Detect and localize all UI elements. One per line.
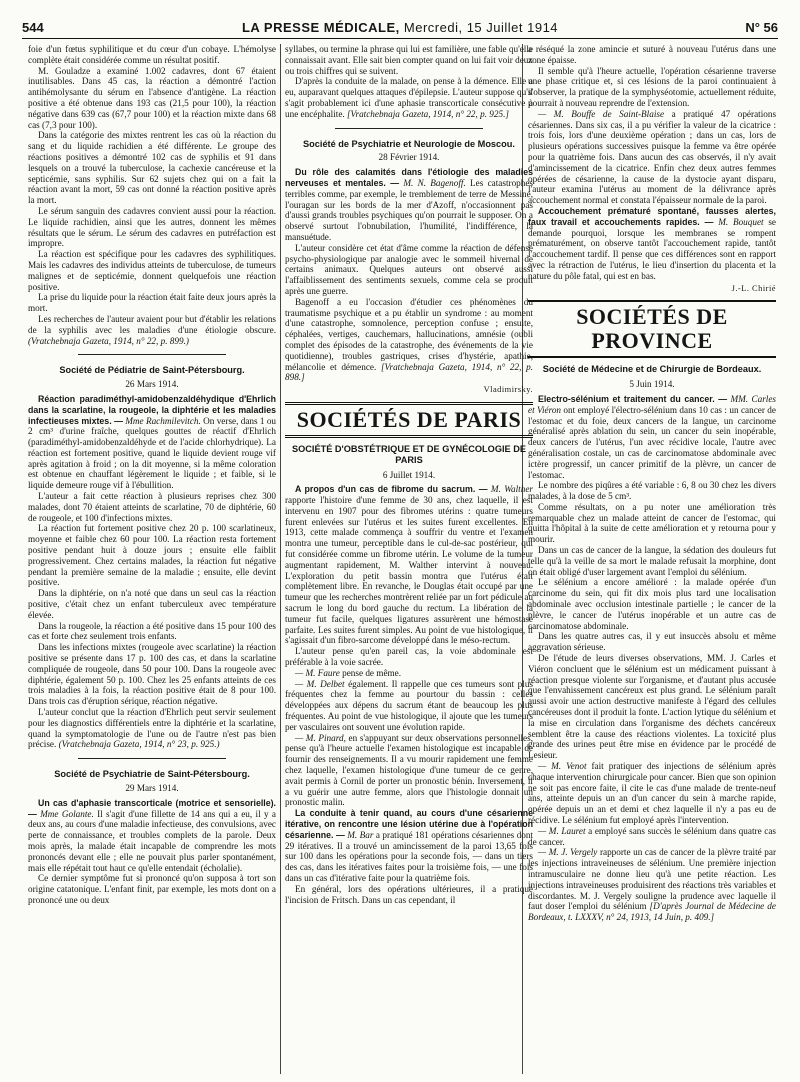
paragraph: foie d'un fœtus syphilitique et du cœur d'un cobaye. L'hémolyse complète était considérée comme un résultat positif. (28, 44, 276, 65)
author-name: MM. Carles et Viéron (528, 393, 776, 415)
paragraph: syllabes, ou termine la phrase qui lui est familière, une fable qu'elle connaissait avant. Elle sait bien compter quand on lui fait voir deux ou trois chiffres qui se suivent. (285, 44, 533, 76)
paragraph-text: a pratiqué 181 opérations césariennes dont 29 itératives. Il a trouvé un amincissement de la paroi 13,65 fois sur 100 dans les opérations pour la seconde fois, — dans un tiers des cas, dans les itératives faites pour la troisième fois, — une fois dans un cas d'itérative faite pour la quatrième fois. (285, 829, 533, 883)
paragraph-text: Les recherches de l'auteur avaient pour but d'établir les relations de la syphilis avec les maladies d'une étiologie obscure. (28, 313, 276, 335)
section-separator (78, 354, 227, 355)
journal-title (22, 20, 778, 35)
paragraph: Le sérum sanguin des cadavres convient aussi pour la réaction. Le liquide rachidien, ainsi que les autres, donnent les mêmes résultats que le sérum. Le sérum des cadavres en putréfaction est impropre. (28, 205, 276, 249)
paragraph (285, 808, 533, 884)
paragraph (285, 76, 533, 119)
column-left (28, 44, 276, 1074)
paragraph-text: également. Il rappelle que ces tumeurs sont plus fréquentes chez la femme au pourtour du bassin : celles développées aux dépens du sacrum étant de beaucoup les plus fréquentes. Au point de vue histologique, il ajoute que les tumeurs per vasculaires ont souvent une évolution rapide. (285, 678, 533, 732)
section-date: 29 Mars 1914. (125, 783, 179, 793)
paragraph: Dans la diphtérie, on n'a noté que dans un seul cas la réaction positive, c'était chez un enfant tuberculeux avec température élevée. (28, 588, 276, 620)
author-name: — M. Venot (538, 761, 587, 772)
issue-date: Mercredi, 15 Juillet 1914 (403, 20, 559, 35)
paragraph (285, 484, 533, 646)
paragraph: a réséqué la zone amincie et suturé à nouveau l'utérus dans une zone épaisse. (528, 44, 776, 65)
paragraph (528, 109, 776, 206)
section-title: Société de Psychiatrie de Saint-Pétersbourg. (54, 769, 250, 780)
paragraph (28, 394, 276, 491)
citation: [Vratchebnaja Gazeta, 1914, n° 22, p. 898.] (285, 361, 533, 383)
paragraph: Dans la rougeole, la réaction a été positive dans 15 pour 100 des cas et forte chez seulement trois enfants. (28, 620, 276, 642)
citation: [Vratchebnaja Gazeta, 1914, n° 22, p. 925.] (346, 108, 509, 119)
author-name: — M. Delbet (295, 678, 345, 689)
paragraph: La réaction fut fortement positive chez 20 p. 100 scarlatineux, moyenne et faible chez 60 pour 100. La réaction resta fortement positive pendant huit à douze jours ; ensuite elle faiblit progressivement. Chez certains malades, la réaction fut négative pendant la première semaine de la maladie ; ensuite, elle devint positive. (28, 523, 276, 588)
section-title: Société de Psychiatrie et Neurologie de Moscou. (303, 138, 515, 149)
paragraph (285, 167, 533, 243)
citation: [D'après Journal de Médecine de Bordeaux, t. LXXXV, n° 24, 1913, 14 Juin, p. 409.] (528, 901, 776, 923)
paragraph-text: pense de même. (342, 667, 402, 678)
paragraph: Il semble qu'à l'heure actuelle, l'opération césarienne traverse une phase critique et, si ces lésions de la paroi continuaient à s'observer, la pratique de la symphyséotomie, actuellement réduite, pourrait à nouveau reprendre de l'extension. (528, 65, 776, 108)
paragraph-text: ont employé l'électro-sélénium dans 10 cas : un cancer de l'estomac et du foie, deux cancers de la langue, un carcinome généralisé après ablation du sein, un cancer du sein inopérable, deux cancers de l'utérus, l'un avec récidive locale, l'autre avec généralisation costale, un cas de carcinomatose abdominale avec ictère progressif, un cancer primitif de la plèvre, un cancer de l'estomac. (528, 404, 776, 480)
page-number: 544 (22, 20, 44, 35)
paragraph: Dans un cas de cancer de la langue, la sédation des douleurs fut telle qu'à la veille de sa mort le malade refusait la morphine, dont on était obligé d'user largement avant l'emploi du sélénium. (528, 545, 776, 577)
paragraph: L'auteur considère cet état d'âme comme la réaction de défense psycho-physiologique par analogie avec le sommeil hivernal de certains animaux. Quelques auteurs ont observé aussi l'affaiblissement des sentiments sexuels, comme cela se produit après une guerre. (285, 242, 533, 296)
paragraph (285, 668, 533, 679)
paragraph: M. Gouladze a examiné 1.002 cadavres, dont 67 étaient inutilisables. Dans 45 cas, la réaction a démontré l'action antihémolysante du sérum en l'absence d'antigène. La réaction positive a été obtenue dans 193 cas (21,5 pour 100), la réaction négative dans 639 cas (67,7 pour 100) et la réaction mixte dans 68 cas (7,3 pour 100). (28, 65, 276, 130)
subsection-title: Réaction paradiméthyl-amidobenzaldéhydique d'Ehrlich dans la scarlatine, la rougeole, la diphtérie et les maladies infectieuses mixtes. — (28, 393, 276, 426)
paragraph (285, 733, 533, 809)
paragraph: Dans les quatre autres cas, il y eut insuccès absolu et même aggravation sérieuse. (528, 631, 776, 653)
subsection-title: Du rôle des calamités dans l'étiologie des maladies nerveuses et mentales. — (285, 167, 533, 188)
subsection-title: Electro-sélénium et traitement du cancer. — (538, 393, 728, 404)
issue-number: N° 56 (745, 20, 778, 35)
citation: (Vratchebnaja Gazeta, 1914, n° 22, p. 899.) (28, 335, 189, 346)
paragraph: La réaction est spécifique pour les cadavres des syphilitiques. Mais les cadavres des individus atteints de tuberculose, de tumeurs malignes et de septicémie, donnent quelquefois une réaction positive. (28, 249, 276, 292)
author-name: M. N. Bagenoff. (403, 177, 466, 188)
paragraph-text: a pratiqué 47 opérations césariennes. Dans six cas, il a pu vérifier la valeur de la cicatrice : trois fois, lors d'une deuxième opération ; dans un cas, lors de plusieurs opérations successives puisque la femme va être opérée pour la quatrième fois. Dans aucun des cas observés, il n'y avait d'amincissement de la cicatrice. Enfin chez deux autres femmes opérées de césarienne, la cause de la dystocie ayant disparu, l'auteur examina l'utérus au moment de la délivrance après accouchement normal et constata l'épaisseur normale de la paroi. (528, 108, 776, 206)
paragraph: Le sélénium a encore amélioré : la malade opérée d'un carcinome du sein, qui fit dix mois plus tard une localisation abdominale avec occlusion intestinale partielle ; le cancer de la plèvre, le cancer de l'utérus inopérable et un autre cas de carcinomatose abdominale. (528, 577, 776, 631)
society-title: Société de Médecine et de Chirurgie de Bordeaux. (542, 364, 762, 375)
paragraph-text: Les catastrophes terribles comme, par exemple, le tremblement de terre de Messine, l'ouragan sur les bords de la mer d'Azoff, n'occasionnent pas d'aussi grands troubles psychiques qu'on pourrait le supposer. On a observé surtout l'obnubilation, l'humilité, l'indifférence, la mansuétude. (285, 177, 533, 242)
paragraph-text: a employé sans succès le sélénium dans quatre cas de cancer. (528, 825, 776, 847)
paragraph: L'auteur pense qu'en pareil cas, la voie abdominale est préférable à la voie sacrée. (285, 646, 533, 668)
paragraph (528, 394, 776, 480)
section-separator (335, 128, 484, 129)
section-date: 5 Juin 1914. (629, 379, 675, 390)
section-banner: SOCIÉTÉS DE PARIS (285, 402, 533, 438)
paragraph (28, 314, 276, 346)
author-name: — M. Bouffe de Saint-Blaise (538, 108, 665, 119)
paragraph: De l'étude de leurs diverses observations, MM. J. Carles et Viéron concluent que le sélénium est un médicament puissant à réaction presque violente sur l'organisme, et d'autant plus accusée que l'envahissement cancéreux est plus grand. Le sélénium paraît aussi avoir une action destructive manifeste à l'égard des cellules cancéreuses dont il produit la fonte. L'action lytique du sélénium et la mise en circulation dans l'organisme des déchets cancéreux semblent être la cause des réactions violentes. La toxicité plus grande des urines peut être mise en évidence par le procédé de Lesieur. (528, 653, 776, 761)
subsection-title: Accouchement prématuré spontané, fausses alertes, faux travail et accouchements rapides. — (528, 205, 776, 227)
author-name: M. Bar (347, 829, 374, 840)
paragraph (285, 297, 533, 383)
author-name: — M. Faure (295, 667, 340, 678)
subsection-title: A propos d'un cas de fibrome du sacrum. — (295, 484, 488, 495)
paragraph-text: fait pratiquer des injections de sélénium après chaque intervention chirurgicale pour cancer. Bien que son opinion ne soit pas encore faite, il cite le cas d'une malade de trente-neuf ans, atteinte depuis un an d'un cancer du sein à marche rapide, opérée depuis un an et demi et chez laquelle il n'y a pas eu de récidive. Le sélénium fut employé après l'intervention. (528, 761, 776, 825)
section-date: 26 Mars 1914. (125, 379, 179, 390)
paragraph-text: se demande pourquoi, lorsque les membranes se rompent prématurément, on observe tantôt l'accouchement rapide, tantôt l'accouchement tardif. Il pense que ces différences sont en rapport avec la rétraction de l'utérus, le lieu d'insertion du placenta et la nature du pôle fatal, qui est en bas. (528, 216, 776, 281)
paragraph-text: Il s'agit d'une fillette de 14 ans qui a eu, il y a deux ans, au cours d'une maladie infectieuse, des convulsions, avec perte de connaissance, et troubles complets de la parole. Deux mois après, la malade était incapable de comprendre les mots prononcés devant elle ; elle ne pouvait plus parler spontanément, mais elle répétait tout haut ce qu'elle entendait (écholalie). (28, 808, 276, 873)
paragraph (528, 847, 776, 923)
journal-name: LA PRESSE MÉDICALE, (241, 20, 400, 35)
author-name: M. Bouquet (718, 216, 764, 227)
paragraph-text: en s'appuyant sur deux observations personnelles, pense qu'à l'heure actuelle l'examen histologique est incapable de fournir des renseignements. Il a vu mourir rapidement une femme chez laquelle, l'examen histologique d'une tumeur de ce genre, avait permis à Cornil de porter un pronostic bénin. Inversement, il a vu guérir une autre femme, alors que l'histologie donnait un pronostic malin. (285, 732, 533, 808)
paragraph: Comme résultats, on a pu noter une amélioration très remarquable chez un malade atteint de cancer de l'estomac, qui quitta l'hôpital à la suite de cette amélioration et y retourna pour y mourir. (528, 501, 776, 545)
society-title: SOCIÉTÉ D'OBSTÉTRIQUE ET DE GYNÉCOLOGIE DE PARIS (292, 443, 526, 465)
author-name: Mme Golante. (40, 808, 94, 819)
subsection-title: La conduite à tenir quand, au cours d'une césarienne itérative, on rencontre une lésion utérine due à l'opération césarienne. — (285, 808, 533, 840)
author-name: M. Walther (490, 484, 533, 495)
paragraph: L'auteur a fait cette réaction à plusieurs reprises chez 300 malades, dont 70 étaient atteints de scarlatine, 70 de diphtérie, 60 de rougeole, et 100 d'infections mixtes. (28, 491, 276, 523)
paragraph-text: Bagenoff a eu l'occasion d'étudier ces phénomènes du traumatisme psychique et a pu établir un syndrome : au moment d'une catastrophe, somnolence, perception confuse ; ensuite, céphalées, vertiges, cauchemars, hallucinations, amnésie (oubli complet des épisodes de la catastrophe, des événements de la vie quotidienne), troubles gastriques, crises d'hystérie, apathie, mélancolie et démence. (285, 296, 533, 372)
section-date: 28 Février 1914. (378, 152, 440, 163)
paragraph: En général, lors des opérations ultérieures, il a pratiqué l'incision de Fritsch. Dans un cas cependant, il (285, 883, 533, 905)
paragraph-text: On verse, dans 1 ou 2 cm³ d'urine fraîche, quelques gouttes de réactif d'Ehrlich (paradiméthyl-amidobenzaldéhyde et de l'acide chlorhydrique). La réaction est fortement positive, quand le liquide devient rouge vif après agitation à froid ; on la dit moyenne, si la même coloration est obtenue en chauffant légèrement le liquide ; et faible, si le liquide demeure rouge vif à l'ébullition. (28, 415, 276, 491)
paragraph (528, 206, 776, 282)
author-name: — M. Pinard, (295, 732, 346, 743)
paragraph: Ce dernier symptôme fut si prononcé qu'on supposa à tort son origine catatonique. L'enfant finit, par exemple, les mots dont on a prononcé une ou deux (28, 873, 276, 905)
subsection-title: Un cas d'aphasie transcorticale (motrice et sensorielle). — (28, 797, 276, 819)
paragraph: Dans les infections mixtes (rougeole avec scarlatine) la réaction positive se présente dans 17 p. 100 des cas, et dans la scarlatine compliquée de rougeole, dans 50 pour 100. Dans la rougeole avec diphtérie, également 50 p. 100. Chez les 25 enfants atteints de ces trois maladies à la fois, la réaction positive était de 8 pour 100. Dans trois cas d'éruption sérique, réaction négative. (28, 642, 276, 707)
section-title: Société de Pédiatrie de Saint-Pétersbourg. (59, 365, 245, 376)
page-header (22, 18, 778, 39)
author-signature: J.-L. Chirié (731, 283, 776, 293)
section-banner: SOCIÉTÉS DE PROVINCE (528, 300, 776, 358)
paragraph-text: rapporte un cas de cancer de la plèvre traité par les injections intraveineuses de sélénium. Une première injection intramusculaire ne donne lieu qu'à une petite réaction. Les injections intraveineuses produisirent des réactions très variables et discordantes. M. J. Vergely souligne la prudence avec laquelle il faut doser l'emploi du sélénium (528, 847, 776, 912)
paragraph: La prise du liquide pour la réaction était faite deux jours après la mort. (28, 292, 276, 314)
paragraph (285, 679, 533, 733)
paragraph-text: L'auteur conclut que la réaction d'Ehrlich peut servir seulement pour les diagnostics différentiels entre la diphtérie et la scarlatine, quand la symptomatologie de l'une ou de l'autre n'est pas bien précise. (28, 707, 276, 750)
paragraph: Le nombre des piqûres a été variable : 6, 8 ou 30 chez les divers malades, à la dose de 5 cm³. (528, 480, 776, 502)
section-separator (78, 758, 227, 759)
paragraph-text: rapporte l'histoire d'une femme de 30 ans, chez laquelle, il est intervenu en 1907 pour des fibromes utérins : quatre tumeurs furent enlevées sur l'utérus et les suites furent excellentes. En 1913, cette malade commença à souffrir du ventre et l'examen montra une tumeur, perceptible dans le cul-de-sac postérieur, qui fut considérée comme un fibrome utérin. Le volume de la tumeur augmentant rapidement, M. Walther intervint à nouveau. L'exploration du petit bassin montra que l'utérus était complètement libre. En revanche, le Douglas était occupé par une tumeur que les recherches montrèrent reliée par un fort pédicule au sacrum le long du bord gauche du rectum. La libération de la tumeur fut facile, quelques ligatures assurèrent une hémostase parfaite. Les suites furent simples. Au point de vue histologique, il s'agissait d'un fibro-sarcome développé dans le méso-rectum. (285, 495, 533, 646)
paragraph (28, 798, 276, 874)
paragraph-text: D'après la conduite de la malade, on pense à la démence. Elle a eu, auparavant quelques attaques d'épilepsie. L'auteur suppose qu'il s'agit probablement ici d'une aphasie transcorticale consécutive à une encéphalite. (285, 76, 533, 119)
section-date: 6 Juillet 1914. (382, 469, 436, 480)
citation: (Vratchebnaja Gazeta, 1914, n° 23, p. 925.) (58, 739, 220, 750)
author-name: — M. Lauret (538, 825, 586, 836)
author-signature: Vladimirsky. (483, 385, 533, 395)
paragraph (28, 707, 276, 750)
column-right (528, 44, 776, 1074)
column-divider (280, 44, 281, 1074)
paragraph (528, 761, 776, 826)
paragraph: Dans la catégorie des mixtes rentrent les cas où la réaction du sang et du liquide rachidien a été différente. Le groupe des réactions positives a démontré 102 cas de syphilis et 91 dans lesquels on a trouvé la tuberculose, la cachexie cancéreuse et la septicémie, sans syphilis. Sur 62 sujets chez qui on a fait la réaction avant la mort, 59 cas ont donné la réaction positive après la mort. (28, 130, 276, 206)
author-name: — M. J. Vergely (538, 847, 598, 858)
author-name: Mme Rachmilevitch. (125, 415, 201, 426)
column-middle (285, 44, 533, 1074)
paragraph (528, 826, 776, 848)
